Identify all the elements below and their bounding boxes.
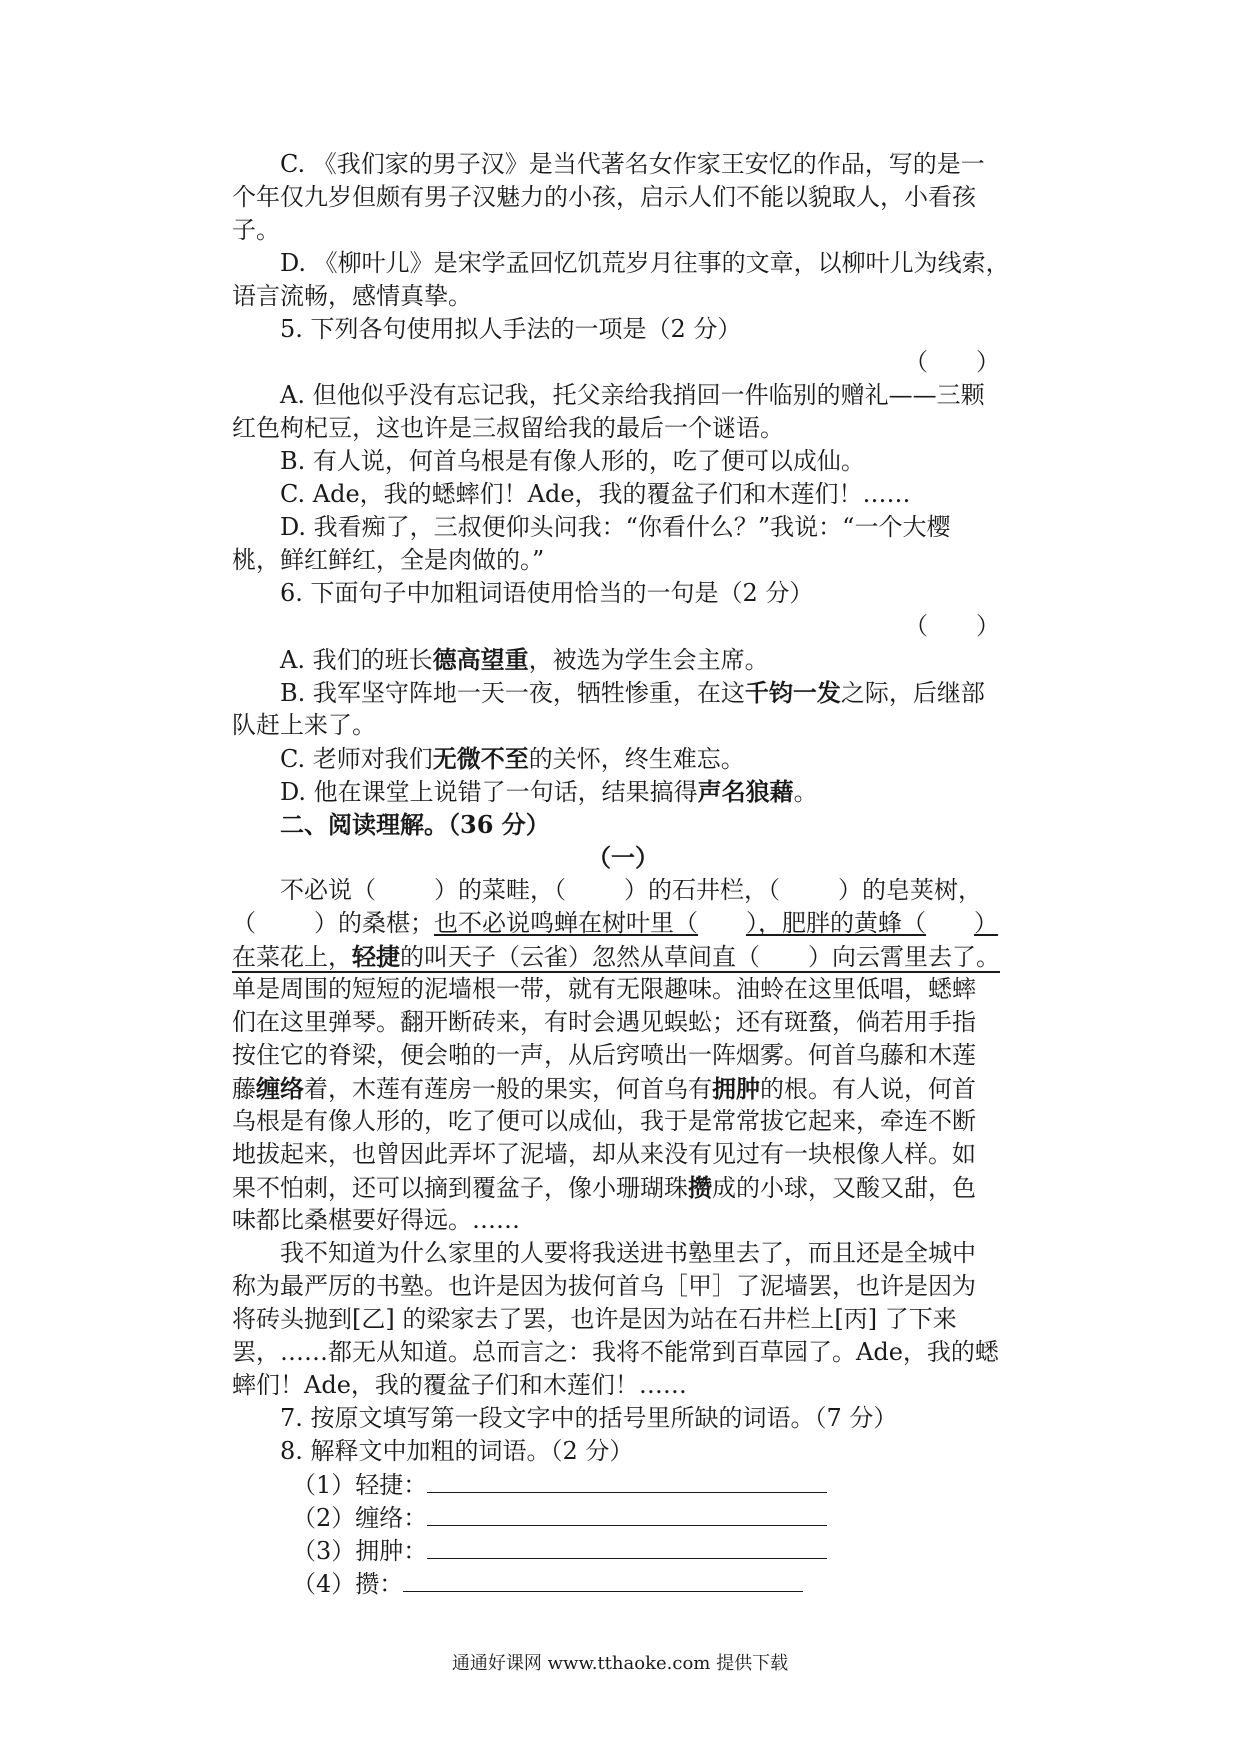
q5-option-c: C. Ade，我的蟋蟀们！Ade，我的覆盆子们和木莲们！…… [280,480,911,508]
q6-option-b-line1: B. 我军坚守阵地一天一夜，牺牲惨重，在这千钧一发之际，后继部 [280,678,985,707]
q5-stem: 5. 下列各句使用拟人手法的一项是（2 分） [280,315,742,343]
underlined-sentence: 也不必说鸣蝉在树叶里（ ），肥胖的黄蜂（ ） [434,909,998,937]
passage-p2-line1: 我不知道为什么家里的人要将我送进书塾里去了，而且还是全城中 [280,1239,976,1267]
passage-p1-line1: 不必说（ ）的菜畦，（ ）的石井栏，（ ）的皂荚树， [280,876,982,904]
q4-option-c-line3: 子。 [232,216,280,244]
passage-p1-line9: 地拔起来，也曾因此弄坏了泥墙，却从来没有见过有一块根像人样。如 [232,1140,976,1168]
answer-line[interactable] [427,1534,827,1559]
passage-p2-line2: 称为最严厉的书塾。也许是因为拔何首乌［甲］了泥墙罢，也许是因为 [232,1272,976,1300]
q6-answer-paren: （ ） [904,612,1000,640]
q6-stem: 6. 下面句子中加粗词语使用恰当的一句是（2 分） [280,579,814,607]
passage-p1-line2: （ ）的桑椹；也不必说鸣蝉在树叶里（ ），肥胖的黄蜂（ ） [232,909,998,937]
bold-term: 攒 [688,1173,712,1202]
passage-p2-line3: 将砖头抛到[乙] 的梁家去了罢，也许是因为站在石井栏上[丙] 了下来 [232,1305,957,1333]
passage-p1-line7: 藤缠络着，木莲有莲房一般的果实，何首乌有拥肿的根。有人说，何首 [232,1074,976,1103]
passage-p1-line3 [232,940,1014,973]
q5-option-b: B. 有人说，何首乌根是有像人形的，吃了便可以成仙。 [280,447,865,475]
q6-option-a: A. 我们的班长德高望重，被选为学生会主席。 [280,645,769,674]
page-footer: 通通好课网 www.tthaoke.com 提供下载 [451,1653,789,1674]
q5-option-a-line2: 红色枸杞豆，这也许是三叔留给我的最后一个谜语。 [232,414,784,442]
passage-p1-line8: 乌根是有像人形的，吃了便可以成仙，我于是常常拔它起来，牵连不断 [232,1107,976,1135]
section2-title: 二、阅读理解。（36 分） [280,810,550,839]
passage-p1-line10: 果不怕刺，还可以摘到覆盆子，像小珊瑚珠攒成的小球，又酸又甜，色 [232,1173,976,1202]
q8-stem: 8. 解释文中加粗的词语。（2 分） [280,1437,634,1465]
answer-line[interactable] [427,1468,827,1493]
q4-option-c-line2: 个年仅九岁但颇有男子汉魅力的小孩，启示人们不能以貌取人，小看孩 [232,183,976,211]
q8-item-4: （4）攒： [232,1567,1014,1600]
q6-option-d: D. 他在课堂上说错了一句话，结果搞得声名狼藉。 [280,777,818,806]
q5-option-a-line1: A. 但他似乎没有忘记我，托父亲给我捎回一件临别的赠礼——三颗 [280,381,985,409]
bold-term: 无微不至 [432,744,529,773]
bold-term: 千钧一发 [744,678,841,707]
page-content [232,148,1014,1600]
passage-p1-line5: 们在这里弹琴。翻开断砖来，有时会遇见蜈蚣；还有斑蝥，倘若用手指 [232,1008,976,1036]
q8-item-3: （3）拥肿： [232,1534,1014,1567]
q6-option-c: C. 老师对我们无微不至的关怀，终生难忘。 [280,744,745,773]
answer-line[interactable] [403,1567,803,1592]
passage-p2-line5: 蟀们！Ade，我的覆盆子们和木莲们！…… [232,1371,687,1399]
bold-term: 轻捷 [352,942,400,971]
bold-term: 拥肿 [712,1074,760,1103]
q8-item-2: （2）缠络： [232,1501,1014,1534]
passage-p1-line11: 味都比桑椹要好得远。…… [232,1206,520,1234]
passage-p2-line4: 罢，……都无从知道。总而言之：我将不能常到百草园了。Ade，我的蟋 [232,1338,999,1366]
q5-option-d-line1: D. 我看痴了，三叔便仰头问我：“你看什么？”我说：“一个大樱 [280,513,951,541]
bold-term: 声名狼藉 [697,777,794,806]
section2-subtitle: （一） [587,843,659,872]
bold-term: 德高望重 [432,645,529,674]
passage-p1-line4: 单是周围的短短的泥墙根一带，就有无限趣味。油蛉在这里低唱，蟋蟀 [232,975,976,1003]
bold-term: 缠络 [256,1074,304,1103]
q5-option-d-line2: 桃，鲜红鲜红，全是肉做的。” [232,546,545,574]
q7-stem: 7. 按原文填写第一段文字中的括号里所缺的词语。（7 分） [280,1404,898,1432]
passage-p1-line6: 按住它的脊梁，便会啪的一声，从后窍喷出一阵烟雾。何首乌藤和木莲 [232,1041,976,1069]
q4-option-c-line1: C. 《我们家的男子汉》是当代著名女作家王安忆的作品，写的是一 [280,150,985,178]
answer-line[interactable] [427,1501,827,1526]
q8-item-1: （1）轻捷： [232,1468,1014,1501]
q6-option-b-line2: 队赶上来了。 [232,711,376,739]
underlined-sentence: 在菜花上，轻捷的叫天子（云雀）忽然从草间直（ ）向云霄里去了。 [232,942,1000,971]
q4-option-d-line2: 语言流畅，感情真挚。 [232,282,472,310]
q4-option-d-line1: D. 《柳叶儿》是宋学孟回忆饥荒岁月往事的文章，以柳叶儿为线索， [280,249,1010,277]
q5-answer-paren: （ ） [904,348,1000,376]
